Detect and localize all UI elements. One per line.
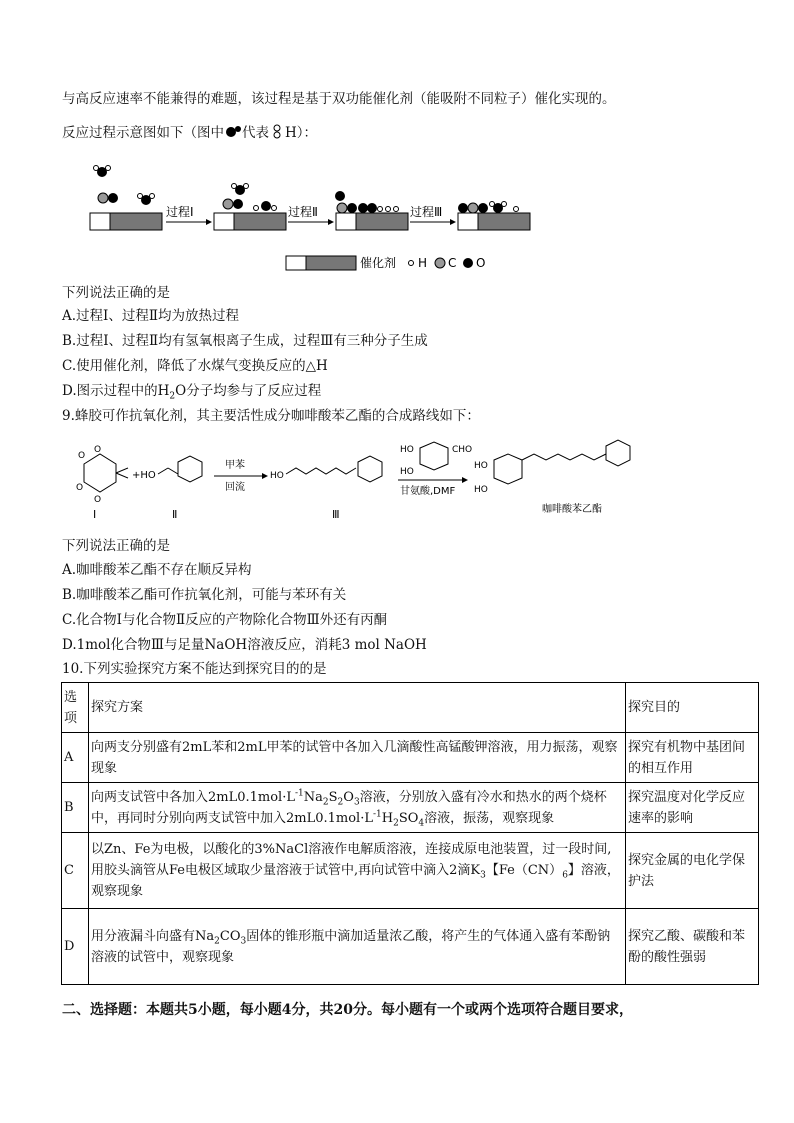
q8-stem: 下列说法正确的是 xyxy=(62,285,170,301)
q9-option-d[interactable]: D.1mol化合物Ⅲ与足量NaOH溶液反应，消耗3 mol NaOH xyxy=(62,637,427,653)
q8-d-post: O分子均参与了反应过程 xyxy=(175,383,322,399)
product-name: 咖啡酸苯乙酯 xyxy=(542,504,602,515)
legend-catalyst: 催化剂 xyxy=(360,256,397,270)
q9-sub-stem: 下列说法正确的是 xyxy=(62,538,170,554)
row-plan: 以Zn、Fe为电极，以酸化的3%NaCl溶液作电解质溶液，连接成原电池装置，过一段时间,用胶头滴管从Fe电极区域取少量溶液于试管中,再向试管中滴入2滴$K_3$【$Fe(CN)_6$】溶液，观察现象 xyxy=(89,833,626,909)
q9-option-c[interactable]: C.化合物Ⅰ与化合物Ⅱ反应的产物除化合物Ⅲ外还有丙酮 xyxy=(62,612,388,628)
table-row xyxy=(62,733,759,783)
aldehyde-cho: CHO xyxy=(452,445,473,455)
oh-symbol-small-icon xyxy=(269,125,285,141)
reagent-toluene: 甲苯 xyxy=(225,460,245,471)
caption-prefix: 反应过程示意图如下（图中 xyxy=(62,125,224,141)
label-compound-ii: Ⅱ xyxy=(172,508,178,521)
experiment-table xyxy=(61,682,759,985)
header-plan: 探究方案 xyxy=(89,683,626,733)
q9-stem: 9.蜂胶可作抗氧化剂，其主要活性成分咖啡酸苯乙酯的合成路线如下： xyxy=(62,408,480,424)
table-row xyxy=(62,909,759,985)
q8-option-b[interactable]: B.过程Ⅰ、过程Ⅱ均有氢氧根离子生成，过程Ⅲ有三种分子生成 xyxy=(62,333,428,349)
header-option: 选项 xyxy=(62,683,89,733)
section-two-heading: 二、选择题：本题共5小题，每小题4分，共20分。每小题有一个或两个选项符合题目要求， xyxy=(62,1002,633,1018)
legend-c: C xyxy=(448,256,457,270)
q9-option-a[interactable]: A.咖啡酸苯乙酯不存在顺反异构 xyxy=(62,562,252,578)
row-purpose: 探究金属的电化学保护法 xyxy=(626,833,759,909)
q8-d-sub: 2 xyxy=(169,391,176,402)
row-key: C xyxy=(62,833,89,909)
legend-o: O xyxy=(476,256,486,270)
label-compound-i: Ⅰ xyxy=(93,508,97,521)
ring-o-b: O xyxy=(94,495,102,505)
label-compound-iii: Ⅲ xyxy=(332,508,340,521)
header-purpose: 探究目的 xyxy=(626,683,759,733)
plus-ho: +HO xyxy=(132,470,156,481)
q8-d-pre: D.图示过程中的H xyxy=(62,383,170,399)
q9-option-b[interactable]: B.咖啡酸苯乙酯可作抗氧化剂，可能与苯环有关 xyxy=(62,587,347,603)
iii-ho: HO xyxy=(270,471,284,481)
table-row xyxy=(62,783,759,833)
reagent-glycine: 甘氨酸,DMF xyxy=(400,486,456,497)
row-key: A xyxy=(62,733,89,783)
oh-symbol-icon xyxy=(224,125,242,141)
row-purpose: 探究乙酸、碳酸和苯酚的酸性强弱 xyxy=(626,909,759,985)
caption-suffix: H）： xyxy=(285,125,318,141)
process-diagram xyxy=(88,160,538,279)
step2-label: 过程Ⅱ xyxy=(288,205,318,219)
q8-option-c[interactable]: C.使用催化剂，降低了水煤气变换反应的△H xyxy=(62,358,328,374)
product-ho-2: HO xyxy=(474,485,488,495)
row-key: D xyxy=(62,909,89,985)
reagent-reflux: 回流 xyxy=(225,482,245,493)
q8-option-d[interactable] xyxy=(62,382,321,400)
caption-middle: 代表 xyxy=(242,125,269,141)
intro-line: 与高反应速率不能兼得的难题，该过程是基于双功能催化剂（能吸附不同粒子）催化实现的。 xyxy=(62,91,616,107)
row-key: B xyxy=(62,783,89,833)
diagram-caption xyxy=(62,124,317,142)
ring-o-top: O xyxy=(78,451,86,461)
table-row xyxy=(62,833,759,909)
row-purpose: 探究有机物中基团间的相互作用 xyxy=(626,733,759,783)
q8-option-a[interactable]: A.过程Ⅰ、过程Ⅱ均为放热过程 xyxy=(62,308,240,324)
row-plan: 向两支试管中各加入$2mL0.1mol\cdot L^{-1}Na_2S_2O_3$溶液，分别放入盛有冷水和热水的两个烧杯中，再同时分别向两支试管中加入$2mL0.1mol\cdot L^{-1}H_2SO_4$溶液，振荡，观察现象 xyxy=(89,783,626,833)
ring-o-bottom: O xyxy=(76,483,84,493)
synthesis-scheme xyxy=(62,432,642,526)
aldehyde-ho-2: HO xyxy=(400,467,414,477)
row-purpose: 探究温度对化学反应速率的影响 xyxy=(626,783,759,833)
legend-h: H xyxy=(418,256,428,270)
step1-label: 过程Ⅰ xyxy=(166,205,194,219)
row-plan: 向两支分别盛有2mL苯和2mL甲苯的试管中各加入几滴酸性高锰酸钾溶液，用力振荡，观察现象 xyxy=(89,733,626,783)
aldehyde-ho: HO xyxy=(400,445,414,455)
row-plan: 用分液漏斗向盛有$Na_2CO_3$固体的锥形瓶中滴加适量浓乙酸，将产生的气体通入盛有苯酚钠溶液的试管中，观察现象 xyxy=(89,909,626,985)
ring-o-a: O xyxy=(94,445,102,455)
table-header-row xyxy=(62,683,759,733)
step3-label: 过程Ⅲ xyxy=(410,205,443,219)
product-ho-1: HO xyxy=(474,461,488,471)
q10-stem: 10.下列实验探究方案不能达到探究目的的是 xyxy=(62,661,327,677)
